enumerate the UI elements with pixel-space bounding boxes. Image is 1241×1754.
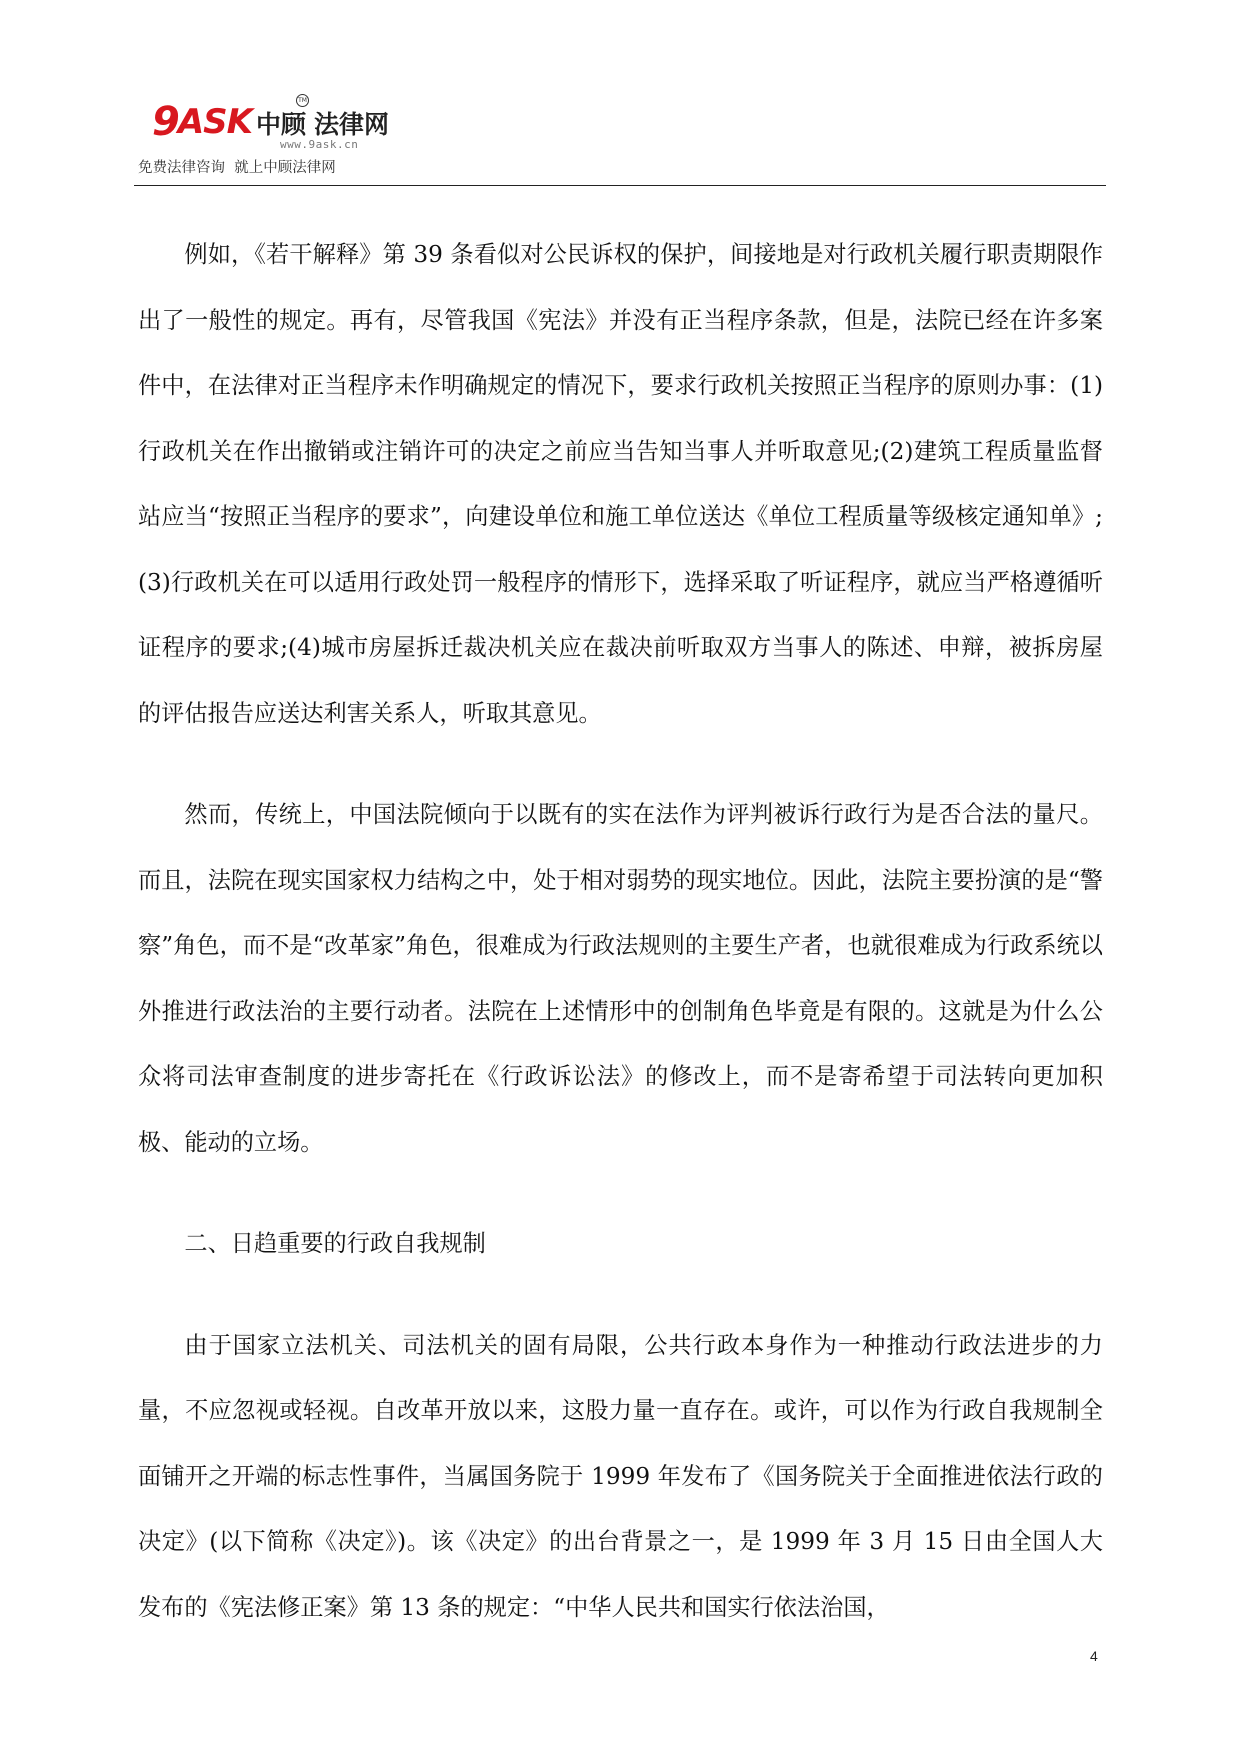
document-body	[138, 222, 1103, 1640]
section-heading: 二、日趋重要的行政自我规制	[184, 1230, 486, 1257]
page-number: 4	[1090, 1648, 1098, 1664]
paragraph-2: 然而，传统上，中国法院倾向于以既有的实在法作为评判被诉行政行为是否合法的量尺。而且，法院在现实国家权力结构之中，处于相对弱势的现实地位。因此，法院主要扮演的是“警察”角色，而不是“改革家”角色，很难成为行政法规则的主要生产者，也就很难成为行政系统以外推进行政法治的主要行动者。法院在上述情形中的创制角色毕竟是有限的。这就是为什么公众将司法审查制度的进步寄托在《行政诉讼法》的修改上，而不是寄希望于司法转向更加积极、能动的立场。	[138, 801, 1103, 1156]
paragraph-3: 由于国家立法机关、司法机关的固有局限，公共行政本身作为一种推动行政法进步的力量，不应忽视或轻视。自改革开放以来，这股力量一直存在。或许，可以作为行政自我规制全面铺开之开端的标志性事件，当属国务院于 1999 年发布了《国务院关于全面推进依法行政的决定》(以下简称《决定》)。该《决定》的出台背景之一，是 1999 年 3 月 15 日由全国人大发布的《宪法修正案》第 13 条的规定：“中华人民共和国实行依法治国，	[138, 1331, 1103, 1621]
logo-brand-suffix: 法律网	[314, 110, 390, 139]
trademark-icon: TM	[296, 94, 309, 107]
logo-9-mark: 9	[152, 99, 178, 145]
logo-slogan: 免费法律咨询 就上中顾法律网	[138, 160, 336, 176]
paragraph-1: 例如，《若干解释》第 39 条看似对公民诉权的保护，间接地是对行政机关履行职责期限作出了一般性的规定。再有，尽管我国《宪法》并没有正当程序条款，但是，法院已经在许多案件中，在法律对正当程序未作明确规定的情况下，要求行政机关按照正当程序的原则办事：(1)行政机关在作出撤销或注销许可的决定之前应当告知当事人并听取意见;(2)建筑工程质量监督站应当“按照正当程序的要求”，向建设单位和施工单位送达《单位工程质量等级核定通知单》;(3)行政机关在可以适用行政处罚一般程序的情形下，选择采取了听证程序，就应当严格遵循听证程序的要求;(4)城市房屋拆迁裁决机关应在裁决前听取双方当事人的陈述、申辩，被拆房屋的评估报告应送达利害关系人，听取其意见。	[138, 241, 1103, 727]
logo-ask-text: ASK	[177, 102, 252, 142]
site-logo[interactable]	[138, 94, 412, 186]
header-divider	[134, 185, 1106, 186]
logo-url: www.9ask.cn	[280, 138, 359, 151]
logo-brand-name: 中顾	[256, 110, 307, 139]
